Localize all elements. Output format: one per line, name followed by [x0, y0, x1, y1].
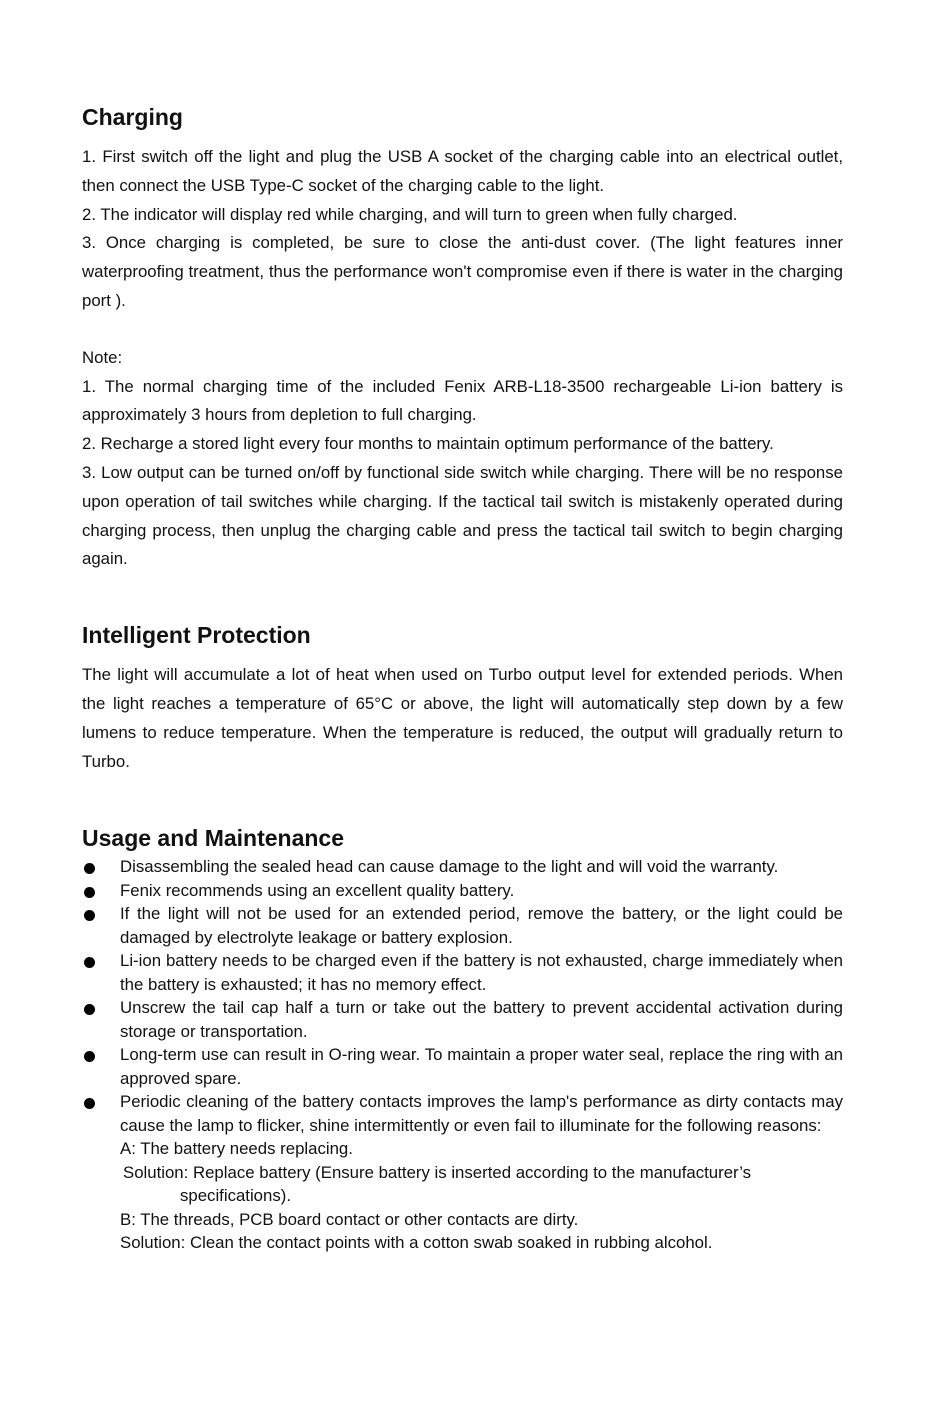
- solution-b: Solution: Clean the contact points with a cotton swab soaked in rubbing alcohol.: [120, 1233, 713, 1253]
- usage-section: [82, 821, 843, 1255]
- bullet-icon: [84, 887, 95, 898]
- note-2: 2. Recharge a stored light every four months to maintain optimum performance of the battery.: [82, 434, 774, 454]
- protection-section: [82, 618, 843, 776]
- solution-a: [82, 1161, 843, 1208]
- protection-body: The light will accumulate a lot of heat when used on Turbo output level for extended periods. When the light reaches a temperature of 65°C or above, the light will automatically step down by a few lumens to reduce temperature. When the temperature is reduced, the output will gradually return to Turbo.: [82, 665, 843, 771]
- bullet-icon: [84, 1098, 95, 1109]
- list-item-text: Periodic cleaning of the battery contacts improves the lamp's performance as dirty contacts may cause the lamp to flicker, shine intermittently or even fail to illuminate for the following reasons:: [120, 1092, 843, 1135]
- list-item: [82, 949, 843, 996]
- charging-heading: Charging: [82, 104, 183, 130]
- note-label: Note:: [82, 347, 123, 367]
- list-item-text: Fenix recommends using an excellent quality battery.: [120, 880, 515, 900]
- bullet-icon: [84, 1051, 95, 1062]
- note-1: 1. The normal charging time of the included Fenix ARB-L18-3500 rechargeable Li-ion battery is approximately 3 hours from depletion to full charging.: [82, 376, 843, 425]
- bullet-icon: [84, 957, 95, 968]
- usage-heading: Usage and Maintenance: [82, 825, 345, 852]
- solution-a-line1: Solution: Replace battery (Ensure battery is inserted according to the manufacturer’s: [123, 1162, 752, 1182]
- usage-list: [82, 855, 843, 1137]
- bullet-icon: [84, 863, 95, 874]
- list-item: [82, 1043, 843, 1090]
- charging-steps: [82, 143, 843, 316]
- list-item: [82, 996, 843, 1043]
- list-item-text: Unscrew the tail cap half a turn or take out the battery to prevent accidental activation during storage or transportation.: [120, 998, 843, 1041]
- list-item: [82, 902, 843, 949]
- list-item-text: Disassembling the sealed head can cause damage to the light and will void the warranty.: [120, 857, 779, 877]
- list-item-text: Li-ion battery needs to be charged even if the battery is not exhausted, charge immediately when the battery is exhausted; it has no memory effect.: [120, 951, 843, 994]
- list-item: [82, 1090, 843, 1137]
- charging-step-1: 1. First switch off the light and plug the USB A socket of the charging cable into an electrical outlet, then connect the USB Type-C socket of the charging cable to the light.: [82, 147, 843, 195]
- list-item: [82, 855, 843, 879]
- list-item-text: Long-term use can result in O-ring wear. To maintain a proper water seal, replace the ring with an approved spare.: [120, 1045, 843, 1088]
- reason-b: B: The threads, PCB board contact or other contacts are dirty.: [120, 1209, 579, 1229]
- charging-step-2: 2. The indicator will display red while charging, and will turn to green when fully charged.: [82, 204, 738, 224]
- reason-a: A: The battery needs replacing.: [120, 1139, 353, 1159]
- charging-step-3: 3. Once charging is completed, be sure to close the anti-dust cover. (The light features inner waterproofing treatment, thus the performance won't compromise even if there is water in the charging port ).: [82, 233, 843, 310]
- solution-a-line2: specifications).: [180, 1186, 291, 1206]
- note-3: 3. Low output can be turned on/off by functional side switch while charging. There will be no response upon operation of tail switches while charging. If the tactical tail switch is mistakenly operated during charging process, then unplug the charging cable and press the tactical tail switch to begin charging again.: [82, 462, 843, 569]
- list-item-text: If the light will not be used for an extended period, remove the battery, or the light could be damaged by electrolyte leakage or battery explosion.: [120, 904, 843, 947]
- protection-heading: Intelligent Protection: [82, 622, 311, 649]
- document-page: [82, 100, 843, 1255]
- charging-notes: [82, 344, 843, 574]
- bullet-icon: [84, 910, 95, 921]
- list-item: [82, 879, 843, 903]
- bullet-icon: [84, 1004, 95, 1015]
